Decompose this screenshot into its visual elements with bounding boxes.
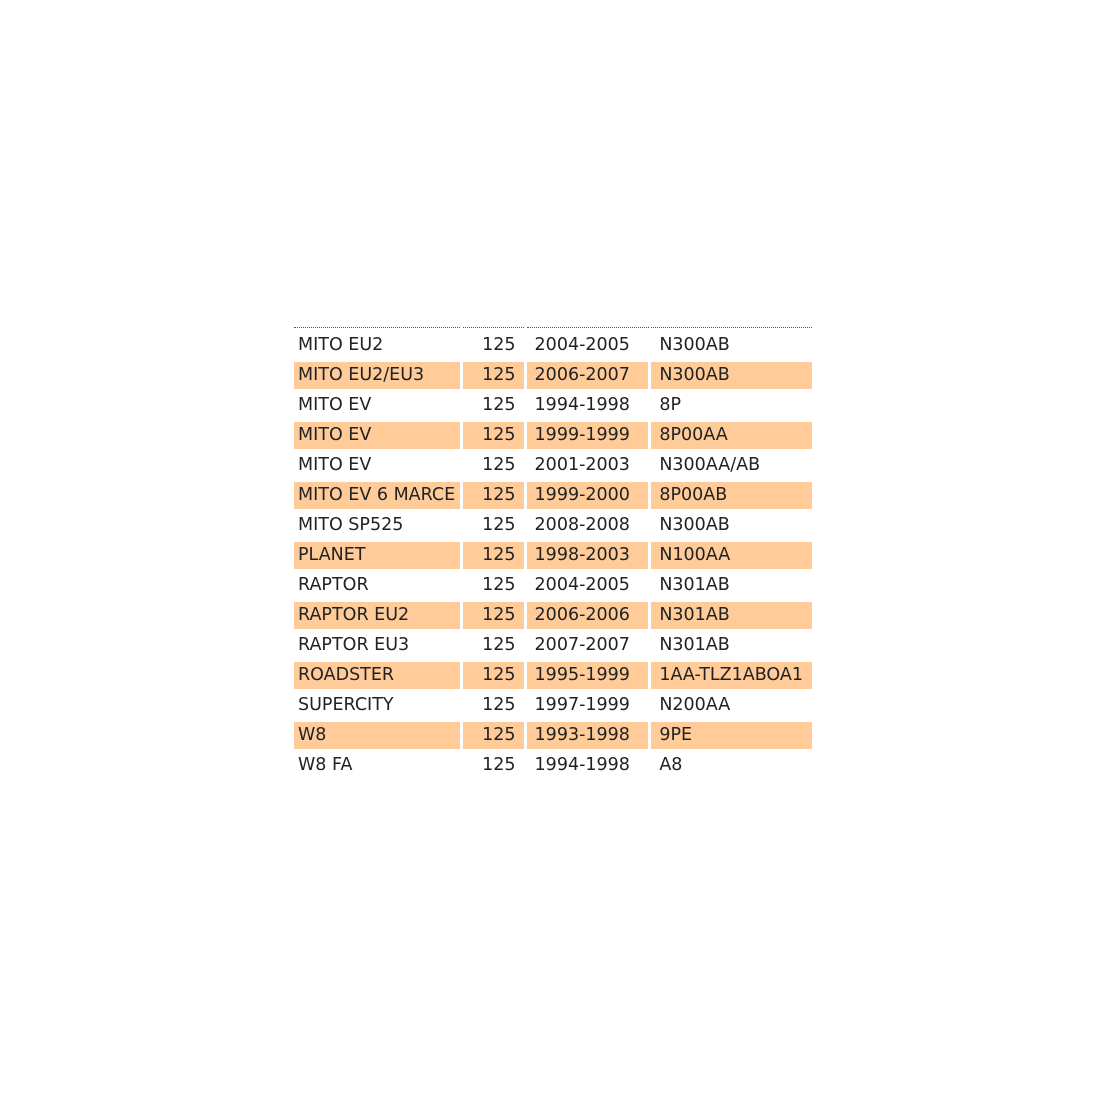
cell-model: MITO EV 6 MARCE [294,482,460,509]
cell-model: MITO EU2/EU3 [294,362,460,389]
cell-code: N300AB [659,334,730,355]
table-row[interactable] [294,420,812,450]
cell-code: N300AB [651,362,812,389]
header-border-cc [463,327,524,328]
cell-years: 1997-1999 [534,694,630,715]
cell-cc: 125 [482,514,516,535]
cell-years: 2004-2005 [534,334,630,355]
cell-model: W8 FA [298,754,353,775]
cell-code: N300AB [659,514,730,535]
cell-model: MITO EV [298,454,372,475]
table-row[interactable] [294,630,812,660]
cell-years: 1994-1998 [534,394,630,415]
cell-code: 8P00AB [651,482,812,509]
cell-model: PLANET [294,542,460,569]
cell-cc: 125 [463,602,524,629]
cell-cc: 125 [482,574,516,595]
table-row[interactable] [294,390,812,420]
cell-cc: 125 [463,662,524,689]
cell-cc: 125 [482,694,516,715]
cell-cc: 125 [463,542,524,569]
header-border-years [527,327,649,328]
cell-model: SUPERCITY [298,694,394,715]
cell-cc: 125 [482,754,516,775]
cell-model: RAPTOR EU3 [298,634,410,655]
cell-years: 1999-2000 [527,482,649,509]
cell-code: N301AB [651,602,812,629]
cell-years: 2008-2008 [534,514,630,535]
cell-cc: 125 [463,422,524,449]
cell-code: 1AA-TLZ1ABOA1 [651,662,812,689]
table-row[interactable] [294,750,812,780]
cell-cc: 125 [482,454,516,475]
cell-cc: 125 [463,722,524,749]
focus-border [294,327,295,328]
model-table [294,327,812,780]
table-row[interactable] [294,480,812,510]
table-row[interactable] [294,660,812,690]
cell-model: MITO SP525 [298,514,404,535]
cell-model: MITO EV [298,394,372,415]
cell-years: 1993-1998 [527,722,649,749]
cell-code: 9PE [651,722,812,749]
table-row[interactable] [294,570,812,600]
table-row[interactable] [294,600,812,630]
cell-model: W8 [294,722,460,749]
cell-cc: 125 [482,334,516,355]
cell-years: 2006-2007 [527,362,649,389]
cell-years: 1995-1999 [527,662,649,689]
cell-years: 2004-2005 [534,574,630,595]
cell-cc: 125 [482,634,516,655]
table-row[interactable] [294,690,812,720]
table-header-border [294,327,812,330]
cell-cc: 125 [463,482,524,509]
cell-code: 8P00AA [651,422,812,449]
cell-model: RAPTOR EU2 [294,602,460,629]
cell-code: N301AB [659,634,730,655]
cell-code: N301AB [659,574,730,595]
header-border-code [651,327,812,328]
cell-years: 1994-1998 [534,754,630,775]
table-row[interactable] [294,360,812,390]
cell-years: 2006-2006 [527,602,649,629]
cell-model: RAPTOR [298,574,369,595]
cell-years: 1998-2003 [527,542,649,569]
table-body [294,330,812,780]
cell-code: 8P [659,394,681,415]
cell-code: N300AA/AB [659,454,761,475]
cell-code: N100AA [651,542,812,569]
table-row[interactable] [294,450,812,480]
cell-cc: 125 [482,394,516,415]
table-row[interactable] [294,540,812,570]
cell-model: ROADSTER [294,662,460,689]
cell-cc: 125 [463,362,524,389]
table-row[interactable] [294,510,812,540]
cell-years: 2001-2003 [534,454,630,475]
cell-years: 1999-1999 [527,422,649,449]
cell-model: MITO EU2 [298,334,384,355]
table-row[interactable] [294,330,812,360]
table-row[interactable] [294,720,812,750]
cell-code: A8 [659,754,683,775]
header-border-model [294,327,460,328]
cell-years: 2007-2007 [534,634,630,655]
cell-model: MITO EV [294,422,460,449]
cell-code: N200AA [659,694,731,715]
